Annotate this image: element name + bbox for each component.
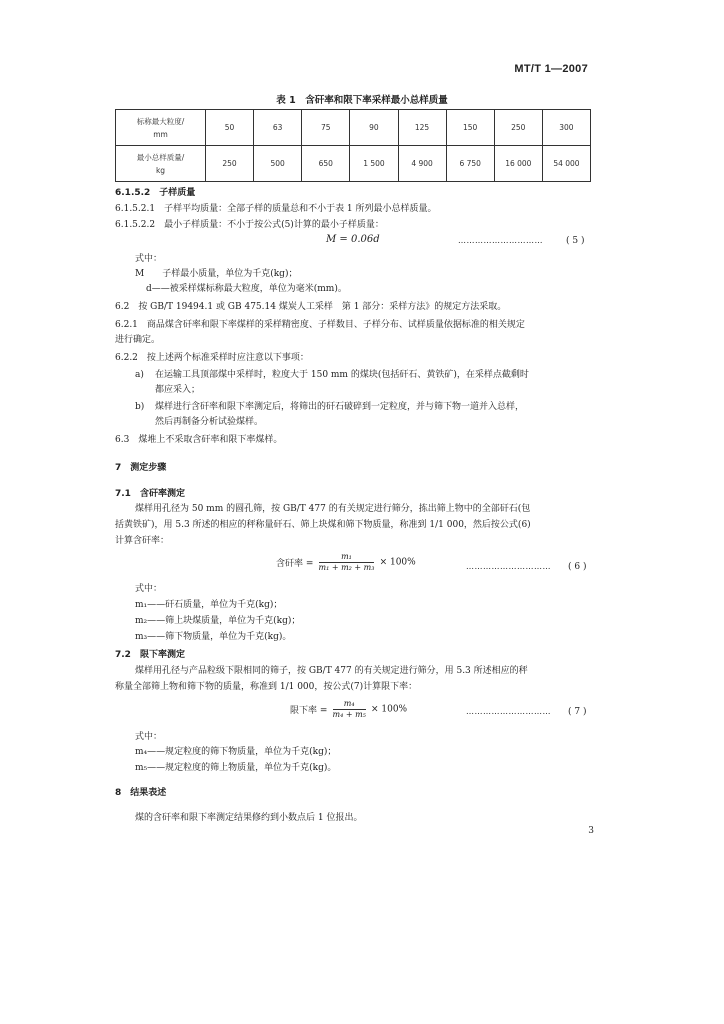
where-m: M 子样最小质量，单位为千克(kg)；	[135, 269, 298, 279]
formula-7-lhs: 限下率 =	[290, 706, 328, 716]
table-cell: 300	[542, 110, 590, 146]
table-cell: 63	[254, 110, 302, 146]
section-8-text: 煤的含矸率和限下率测定结果修约到小数点后 1 位报出。	[135, 813, 363, 823]
section-7-1-line3: 计算含矸率：	[115, 536, 170, 546]
formula-7-numerator: m₄	[333, 699, 366, 710]
table-cell: 90	[350, 110, 398, 146]
section-6-3: 6.3 煤堆上不采取含矸率和限下率煤样。	[115, 435, 283, 445]
table-caption: 表 1 含矸率和限下率采样最小总样质量	[276, 95, 448, 106]
formula-7-tail: × 100%	[370, 704, 408, 715]
where-m3: m₃——筛下物质量，单位为千克(kg)。	[135, 632, 292, 642]
section-7-title: 7 测定步骤	[115, 463, 167, 473]
section-7-1-line2: 括黄铁矿)，用 5.3 所述的相应的秤称量矸石、筛上块煤和筛下物质量，称准到 1/1 000，然后按公式(6)	[115, 520, 531, 530]
formula-5-leader: …………………………	[458, 236, 543, 245]
section-6-2-2: 6.2.2 按上述两个标准采样时应注意以下事项：	[115, 353, 309, 363]
item-a-label: a)	[135, 370, 144, 380]
table-cell: 650	[302, 146, 350, 182]
row-label-max-particle-size	[116, 110, 206, 146]
formula-6-lhs: 含矸率 =	[276, 559, 314, 569]
formula-6-denominator: m₁ + m₂ + m₃	[318, 563, 375, 572]
table-cell: 500	[254, 146, 302, 182]
formula-6-number: ( 6 )	[568, 562, 587, 572]
section-7-1-title: 7.1 含矸率测定	[115, 489, 185, 499]
standard-id: MT/T 1—2007	[514, 63, 588, 75]
section-6-2-1-line1: 6.2.1 商品煤含矸率和限下率煤样的采样精密度、子样数目、子样分布、试样质量依据标准的相关规定	[115, 320, 525, 330]
table-cell: 50	[206, 110, 254, 146]
formula-5-number: ( 5 )	[566, 236, 585, 246]
page-number: 3	[588, 826, 594, 836]
section-7-1-line1: 煤样用孔径为 50 mm 的圆孔筛，按 GB/T 477 的有关规定进行筛分，拣出筛上物中的全部矸石(包	[135, 504, 531, 514]
sample-mass-table	[115, 109, 591, 182]
item-a-line2: 都应采入；	[155, 385, 201, 395]
formula-7-number: ( 7 )	[568, 707, 587, 717]
formula-7-fraction	[333, 699, 366, 720]
formula-6-fraction	[319, 552, 375, 573]
formula-7-denominator: m₄ + m₅	[332, 710, 366, 719]
where-m5: m₅——规定粒度的筛上物质量，单位为千克(kg)。	[135, 763, 337, 773]
table-cell: 150	[446, 110, 494, 146]
where-d: d——被采样煤标称最大粒度，单位为毫米(mm)。	[146, 284, 347, 294]
formula-7-leader: …………………………	[466, 707, 551, 716]
table-row-max-particle-size	[116, 110, 591, 146]
table-cell: 125	[398, 110, 446, 146]
row-label-min-total-mass	[116, 146, 206, 182]
section-7-2-line2: 称量全部筛上物和筛下物的质量，称准到 1/1 000，按公式(7)计算限下率：	[115, 682, 418, 692]
formula-6-leader: …………………………	[466, 562, 551, 571]
table-cell: 250	[206, 146, 254, 182]
table-cell: 1 500	[350, 146, 398, 182]
formula-6-numerator: m₁	[319, 552, 375, 563]
table-cell: 54 000	[542, 146, 590, 182]
table-cell: 75	[302, 110, 350, 146]
formula-6-tail: × 100%	[379, 557, 416, 568]
row-label-line: 最小总样质量/	[136, 152, 185, 162]
section-6-2-1-line2: 进行确定。	[115, 335, 161, 345]
section-6-1-5-2-1: 6.1.5.2.1 子样平均质量：全部子样的质量总和不小于表 1 所列最小总样质量。	[115, 204, 437, 214]
section-7-2-line1: 煤样用孔径与产品粒级下限相同的筛子，按 GB/T 477 的有关规定进行筛分，用 5.3 所述相应的秤	[135, 666, 528, 676]
row-label-unit: kg	[155, 165, 166, 175]
table-row-min-total-mass	[116, 146, 591, 182]
where-label: 式中：	[135, 584, 163, 594]
section-8-title: 8 结果表述	[115, 788, 167, 798]
formula-7	[290, 699, 407, 720]
row-label-unit: mm	[153, 129, 168, 139]
section-7-2-title: 7.2 限下率测定	[115, 650, 185, 660]
formula-5: M = 0.06d	[326, 234, 380, 245]
row-label-line: 标称最大粒度/	[136, 116, 185, 126]
where-m4: m₄——规定粒度的筛下物质量，单位为千克(kg)；	[135, 747, 337, 757]
where-label: 式中：	[135, 254, 163, 264]
where-m2: m₂——筛上块煤质量，单位为千克(kg)；	[135, 616, 301, 626]
formula-6	[276, 552, 416, 573]
where-label: 式中：	[135, 732, 163, 742]
where-m1: m₁——矸石质量，单位为千克(kg)；	[135, 600, 283, 610]
section-6-2: 6.2 按 GB/T 19494.1 或 GB 475.14 煤炭人工采样 第 1 部分：采样方法》的规定方法采取。	[115, 302, 507, 312]
item-b-label: b)	[135, 402, 145, 412]
table-cell: 250	[494, 110, 542, 146]
section-6-1-5-2-title: 6.1.5.2 子样质量	[115, 188, 196, 198]
table-cell: 4 900	[398, 146, 446, 182]
item-a-line1: 在运输工具顶部煤中采样时，粒度大于 150 mm 的煤块(包括矸石、黄铁矿)，在采样点截剩时	[155, 370, 529, 380]
section-6-1-5-2-2: 6.1.5.2.2 最小子样质量：不小于按公式(5)计算的最小子样质量：	[115, 220, 384, 230]
item-b-line2: 然后再制备分析试验煤样。	[155, 417, 264, 427]
table-cell: 16 000	[494, 146, 542, 182]
table-cell: 6 750	[446, 146, 494, 182]
item-b-line1: 煤样进行含矸率和限下率测定后，将筛出的矸石破碎到一定粒度，并与筛下物一道并入总样，	[155, 402, 525, 412]
